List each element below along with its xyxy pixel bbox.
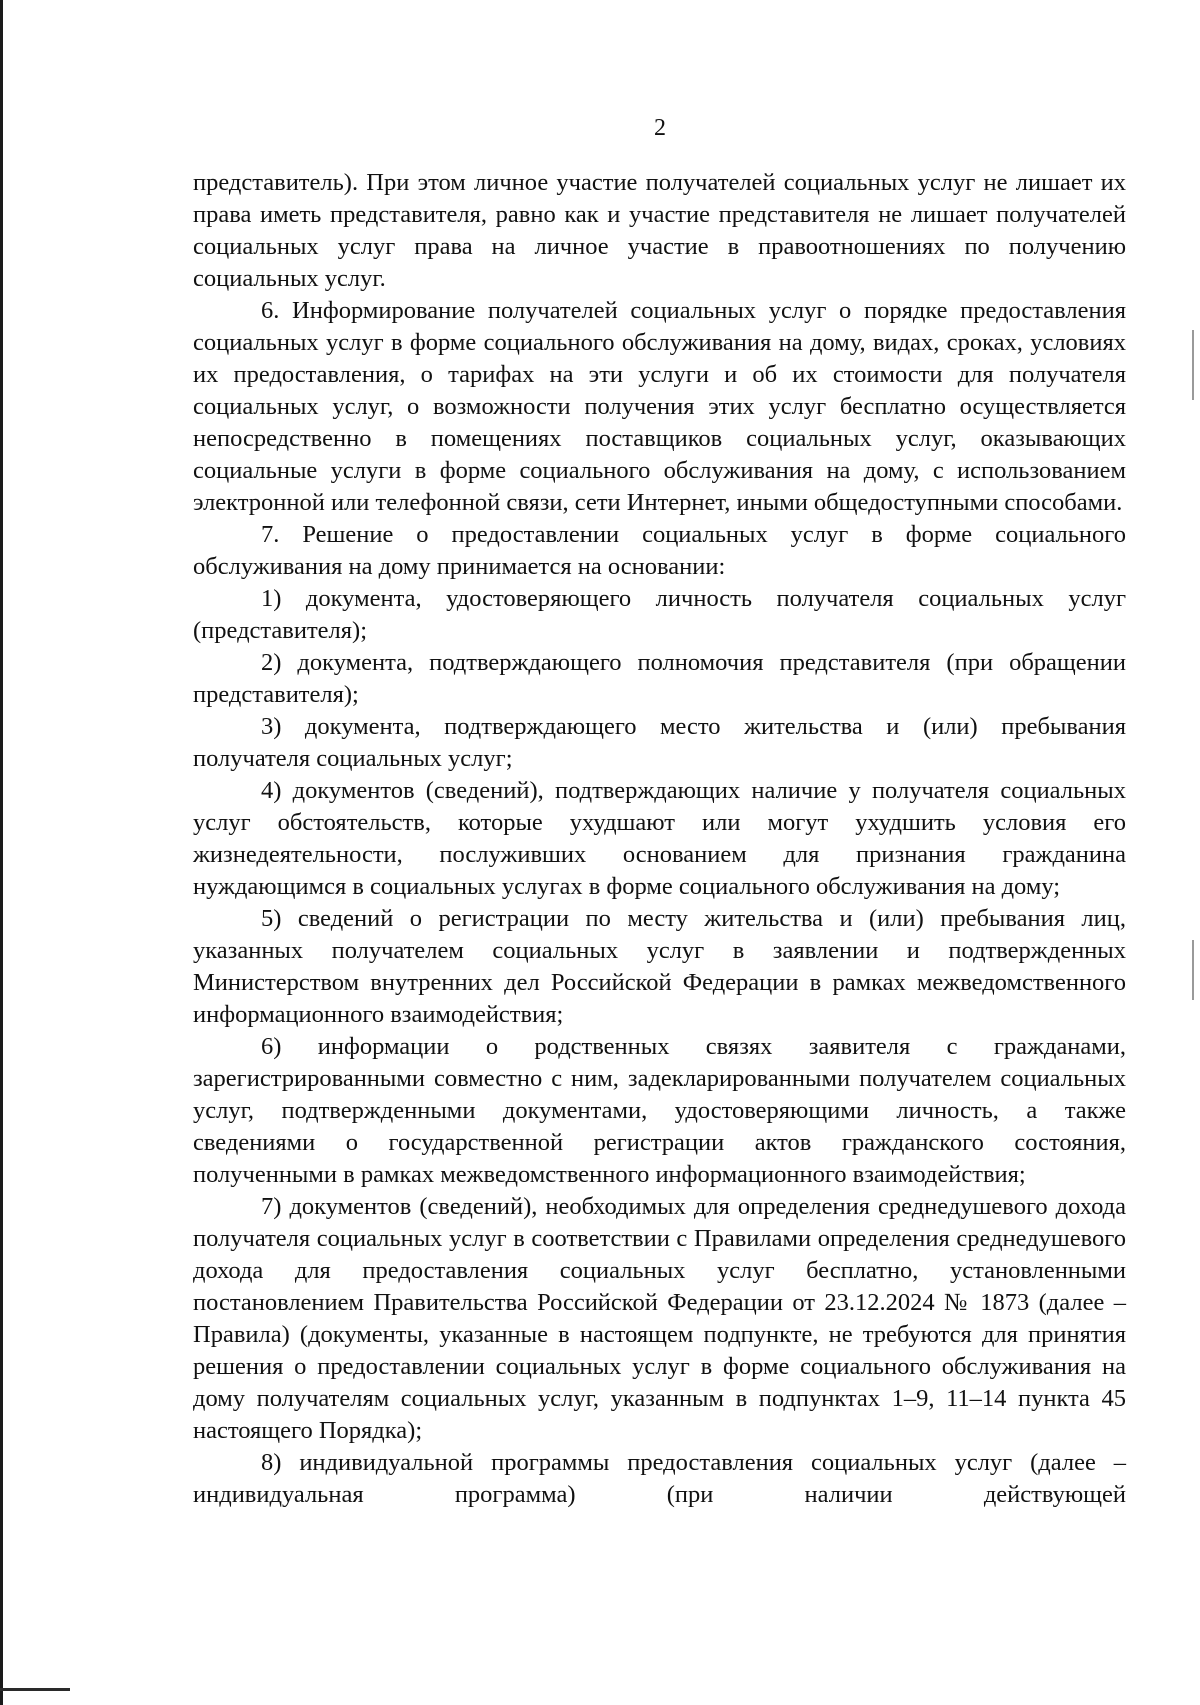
scan-right-mark [1192,330,1194,400]
scan-left-edge [0,0,3,1705]
paragraph-continuation: представитель). При этом личное участие получателей социальных услуг не лишает их права иметь представителя, равно как и участие представителя не лишает получателей социальных услуг права на личное участие в правоотношениях по получению социальных услуг. [193,169,1126,292]
paragraph-item-6: 6. Информирование получателей социальных услуг о порядке предоставления социальных услуг в форме социального обслуживания на дому, видах, сроках, условиях их предоставления, о тарифах на эти услуги и об их стоимости для получателя социальных услуг, о возможности получения этих услуг бесплатно осуществляется непосредственно в помещениях поставщиков социальных услуг, оказывающих социальные услуги в форме социального обслуживания на дому, с использованием электронной или телефонной связи, сети Интернет, иными общедоступными способами. [193,297,1126,516]
scan-bottom-mark [0,1688,70,1691]
subitem-8: 8) индивидуальной программы предоставления социальных услуг (далее – индивидуальная программа) (при наличии действующей [193,1449,1126,1508]
subitem-7: 7) документов (сведений), необходимых для определения среднедушевого дохода получателя социальных услуг в соответствии с Правилами определения среднедушевого дохода для предоставления социальных услуг бесплатно, установленными постановлением Правительства Российской Федерации от 23.12.2024 № 1873 (далее – Правила) (документы, указанные в настоящем подпункте, не требуются для принятия решения о предоставлении социальных услуг в форме социального обслуживания на дому получателям социальных услуг, указанным в подпунктах 1–9, 11–14 пункта 45 настоящего Порядка); [193,1193,1126,1444]
subitem-3: 3) документа, подтверждающего место жительства и (или) пребывания получателя социальных услуг; [193,713,1126,772]
scan-right-mark [1192,940,1194,1000]
subitem-1: 1) документа, удостоверяющего личность получателя социальных услуг (представителя); [193,585,1126,644]
subitem-2: 2) документа, подтверждающего полномочия представителя (при обращении представителя); [193,649,1126,708]
subitem-5: 5) сведений о регистрации по месту жительства и (или) пребывания лиц, указанных получателем социальных услуг в заявлении и подтвержденных Министерством внутренних дел Российской Федерации в рамках межведомственного информационного взаимодействия; [193,905,1126,1028]
subitem-4: 4) документов (сведений), подтверждающих наличие у получателя социальных услуг обстоятельств, которые ухудшают или могут ухудшить условия его жизнедеятельности, послуживших основанием для признания гражданина нуждающимся в социальных услугах в форме социального обслуживания на дому; [193,777,1126,900]
paragraph-item-7: 7. Решение о предоставлении социальных услуг в форме социального обслуживания на дому принимается на основании: [193,521,1126,580]
subitem-6: 6) информации о родственных связях заявителя с гражданами, зарегистрированными совместно с ним, задекларированными получателем социальных услуг, подтвержденными документами, удостоверяющими личность, а также сведениями о государственной регистрации актов гражданского состояния, полученными в рамках межведомственного информационного взаимодействия; [193,1033,1126,1188]
page-number: 2 [654,115,666,141]
document-body [193,167,1126,1511]
